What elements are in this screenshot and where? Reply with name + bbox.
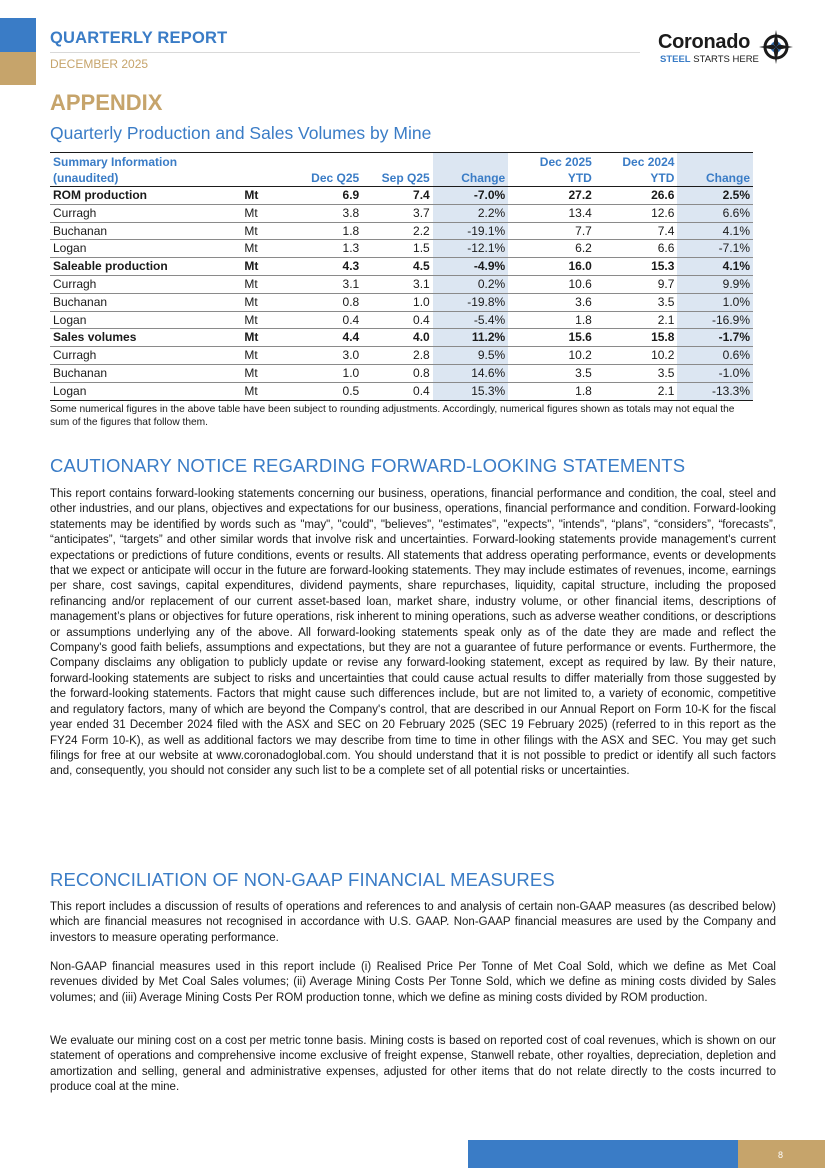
cell-change-ytd: -13.3% — [677, 382, 753, 400]
appendix-subtitle: Quarterly Production and Sales Volumes by Mine — [50, 123, 432, 143]
header-dec2024-ytd: YTD — [595, 169, 678, 187]
header-change-ytd: Change — [677, 169, 753, 187]
cell-change: 11.2% — [433, 329, 509, 347]
cell-dec2025-ytd: 10.6 — [508, 275, 595, 293]
cell-change-ytd: 2.5% — [677, 187, 753, 205]
cell-dec2025-ytd: 1.8 — [508, 311, 595, 329]
row-name: Logan — [50, 240, 241, 258]
table-row — [50, 329, 753, 347]
compass-logo-icon — [758, 29, 794, 65]
cell-sep-q25: 0.4 — [362, 311, 433, 329]
row-unit: Mt — [241, 204, 291, 222]
cell-sep-q25: 4.0 — [362, 329, 433, 347]
table-row — [50, 258, 753, 276]
cell-change-ytd: 4.1% — [677, 258, 753, 276]
cell-sep-q25: 1.5 — [362, 240, 433, 258]
cell-change: 14.6% — [433, 364, 509, 382]
cell-change: 15.3% — [433, 382, 509, 400]
cell-dec2025-ytd: 13.4 — [508, 204, 595, 222]
cell-dec2025-ytd: 3.6 — [508, 293, 595, 311]
reconciliation-paragraph-1: This report includes a discussion of results of operations and references to and analysis of certain non-GAAP measures (as described below) which are financial measures not recognised in accordance with U.S. GAAP. Non-GAAP financial measures are used by the Company and investors to measure operating performance. — [50, 901, 776, 944]
row-unit: Mt — [241, 275, 291, 293]
logo-wordmark: Coronado — [658, 31, 751, 53]
table-row — [50, 275, 753, 293]
report-date: DECEMBER 2025 — [50, 57, 149, 71]
row-name: Buchanan — [50, 293, 241, 311]
cell-dec-q25: 6.9 — [292, 187, 363, 205]
cell-change-ytd: -7.1% — [677, 240, 753, 258]
cell-dec2025-ytd: 15.6 — [508, 329, 595, 347]
cell-dec2024-ytd: 15.8 — [595, 329, 678, 347]
cell-change-ytd: 1.0% — [677, 293, 753, 311]
table-row — [50, 240, 753, 258]
cell-dec2024-ytd: 15.3 — [595, 258, 678, 276]
cautionary-body: This report contains forward-looking statements concerning our business, operations, financial performance and condition, the coal, steel and other industries, and our plans, objectives and expectations for our business, operations, financial performance and condition. Forward-looking statements may be identified by words such as "may", "could", "believes", "estimates", "expects", "intends", “plans”, “considers”, “forecasts”, “anticipates”, “targets” and other similar words that involve risk and uncertainties. Forward-looking statements provide management's current expectations or predictions of future conditions, events or results. All statements that address operating performance, events or developments that we expect or anticipate will occur in the future are forward-looking statements. They may include estimates of revenues, income, earnings per share, cost savings, capital expenditures, dividend payments, share repurchases, liquidity, capital structure, including the proposed refinancing and/or replacement of our current asset-based loan, market share, industry volume, or other financial items, descriptions of management’s plans or objectives for future operations, risk inherent to mining operations, such as adverse weather conditions, or descriptions or assumptions underlying any of the above. All forward-looking statements speak only as of the date they are made and reflect the Company's good faith beliefs, assumptions and expectations, but they are not a guarantee of future performance or events. Furthermore, the Company disclaims any obligation to publicly update or revise any forward-looking statement, except as required by law. By their nature, forward-looking statements are subject to risks and uncertainties that could cause actual results to differ materially from those suggested by the forward-looking statements. Factors that might cause such differences include, but are not limited to, a variety of economic, competitive and regulatory factors, many of which are beyond the Company's control, that are described in our Annual Report on Form 10-K for the fiscal year ended 31 December 2024 filed with the ASX and SEC on 20 February 2025 (SEC 19 February 2025) (referred to in this report as the FY24 Form 10-K), as well as additional factors we may describe from time to time in other filings with the ASX and SEC. You may get such filings for free at our website at www.coronadoglobal.com. You should understand that it is not possible to predict or identify all such factors and, consequently, you should not consider any such list to be a complete set of all potential risks or uncertainties. — [50, 488, 776, 778]
cell-dec2025-ytd: 27.2 — [508, 187, 595, 205]
row-unit: Mt — [241, 293, 291, 311]
cell-change-ytd: -16.9% — [677, 311, 753, 329]
table-row — [50, 204, 753, 222]
row-unit: Mt — [241, 311, 291, 329]
row-name: Buchanan — [50, 364, 241, 382]
cell-sep-q25: 7.4 — [362, 187, 433, 205]
cell-sep-q25: 2.8 — [362, 347, 433, 365]
cell-dec2025-ytd: 10.2 — [508, 347, 595, 365]
cell-change: -7.0% — [433, 187, 509, 205]
header-dec2025-ytd: YTD — [508, 169, 595, 187]
header-divider — [50, 52, 640, 53]
cell-dec2024-ytd: 3.5 — [595, 364, 678, 382]
reconciliation-paragraph-2: Non-GAAP financial measures used in this report include (i) Realised Price Per Tonne of Met Coal Sold, which we define as Met Coal revenues divided by Met Coal Sales volumes; (ii) Average Mining Costs Per Tonne Sold, which we define as mining costs divided by Sales volumes; and (iii) Average Mining Costs Per ROM production tonne, which we define as mining costs divided by ROM production. — [50, 961, 776, 1004]
cell-change: -19.8% — [433, 293, 509, 311]
cell-change: -19.1% — [433, 222, 509, 240]
appendix-title: APPENDIX — [50, 90, 163, 115]
row-name: Curragh — [50, 275, 241, 293]
table-row — [50, 293, 753, 311]
table-row — [50, 311, 753, 329]
cell-sep-q25: 4.5 — [362, 258, 433, 276]
cell-dec-q25: 3.1 — [292, 275, 363, 293]
cell-change: 0.2% — [433, 275, 509, 293]
cell-dec-q25: 1.3 — [292, 240, 363, 258]
cell-dec2024-ytd: 26.6 — [595, 187, 678, 205]
reconciliation-paragraph-3: We evaluate our mining cost on a cost per metric tonne basis. Mining costs is based on reported cost of coal revenues, which is shown on our statement of operations and comprehensive income exclusive of freight expense, Stanwell rebate, other royalties, depreciation, depletion and amortization and selling, general and administrative expenses, adjusted for other items that do not relate directly to the costs incurred to produce coal at the mine. — [50, 1035, 776, 1094]
header-dec2025-line1: Dec 2025 — [508, 153, 595, 170]
header-unaudited: (unaudited) — [50, 169, 241, 187]
logo-tagline: STEEL STARTS HERE — [660, 54, 759, 65]
report-title: QUARTERLY REPORT — [50, 29, 228, 47]
row-unit: Mt — [241, 187, 291, 205]
cell-dec2025-ytd: 6.2 — [508, 240, 595, 258]
row-unit: Mt — [241, 364, 291, 382]
cell-dec-q25: 1.0 — [292, 364, 363, 382]
cell-change-ytd: -1.7% — [677, 329, 753, 347]
cell-dec-q25: 1.8 — [292, 222, 363, 240]
cell-dec2024-ytd: 9.7 — [595, 275, 678, 293]
cell-dec-q25: 0.4 — [292, 311, 363, 329]
row-name: Curragh — [50, 204, 241, 222]
row-name: Logan — [50, 382, 241, 400]
cell-dec2025-ytd: 7.7 — [508, 222, 595, 240]
cell-sep-q25: 1.0 — [362, 293, 433, 311]
row-unit: Mt — [241, 347, 291, 365]
cell-change: -4.9% — [433, 258, 509, 276]
rounding-note: Some numerical figures in the above table have been subject to rounding adjustments. Accordingly, numerical figures shown as totals may not equal the sum of the figures that follow them. — [50, 404, 735, 428]
table-row — [50, 187, 753, 205]
cell-dec2024-ytd: 3.5 — [595, 293, 678, 311]
cell-change-ytd: 9.9% — [677, 275, 753, 293]
cell-dec-q25: 3.0 — [292, 347, 363, 365]
cell-sep-q25: 2.2 — [362, 222, 433, 240]
header-sep-q25: Sep Q25 — [362, 169, 433, 187]
cell-dec2025-ytd: 3.5 — [508, 364, 595, 382]
cell-dec-q25: 4.4 — [292, 329, 363, 347]
row-name: Buchanan — [50, 222, 241, 240]
header-dec-q25: Dec Q25 — [292, 169, 363, 187]
cell-sep-q25: 0.4 — [362, 382, 433, 400]
cell-dec2025-ytd: 16.0 — [508, 258, 595, 276]
cell-dec-q25: 4.3 — [292, 258, 363, 276]
cell-sep-q25: 3.1 — [362, 275, 433, 293]
cautionary-heading: CAUTIONARY NOTICE REGARDING FORWARD-LOOKING STATEMENTS — [50, 455, 686, 476]
cell-change-ytd: -1.0% — [677, 364, 753, 382]
row-unit: Mt — [241, 222, 291, 240]
row-unit: Mt — [241, 258, 291, 276]
header-tan-block — [0, 52, 36, 85]
cell-dec-q25: 3.8 — [292, 204, 363, 222]
table-header-row-2 — [50, 169, 753, 187]
cell-change-ytd: 0.6% — [677, 347, 753, 365]
cell-sep-q25: 0.8 — [362, 364, 433, 382]
cell-change-ytd: 6.6% — [677, 204, 753, 222]
row-name: ROM production — [50, 187, 241, 205]
header-dec2024-line1: Dec 2024 — [595, 153, 678, 170]
cell-dec2024-ytd: 6.6 — [595, 240, 678, 258]
cell-change: 2.2% — [433, 204, 509, 222]
cell-dec2024-ytd: 7.4 — [595, 222, 678, 240]
page-number: 8 — [778, 1150, 784, 1160]
header-change: Change — [433, 169, 509, 187]
row-unit: Mt — [241, 329, 291, 347]
cell-dec2024-ytd: 10.2 — [595, 347, 678, 365]
row-name: Logan — [50, 311, 241, 329]
cell-sep-q25: 3.7 — [362, 204, 433, 222]
company-logo — [658, 29, 798, 69]
cell-dec2024-ytd: 12.6 — [595, 204, 678, 222]
table-row — [50, 364, 753, 382]
table-row — [50, 222, 753, 240]
cell-change: 9.5% — [433, 347, 509, 365]
cell-dec2024-ytd: 2.1 — [595, 382, 678, 400]
row-unit: Mt — [241, 240, 291, 258]
cell-dec-q25: 0.8 — [292, 293, 363, 311]
table-row — [50, 382, 753, 400]
production-sales-table — [50, 152, 753, 401]
cell-dec-q25: 0.5 — [292, 382, 363, 400]
cell-dec2024-ytd: 2.1 — [595, 311, 678, 329]
row-unit: Mt — [241, 382, 291, 400]
row-name: Curragh — [50, 347, 241, 365]
footer-blue-bar — [468, 1140, 738, 1168]
reconciliation-heading: RECONCILIATION OF NON-GAAP FINANCIAL MEASURES — [50, 869, 555, 890]
header-summary-info: Summary Information — [50, 153, 241, 170]
row-name: Saleable production — [50, 258, 241, 276]
cell-change: -5.4% — [433, 311, 509, 329]
row-name: Sales volumes — [50, 329, 241, 347]
table-header-row-1 — [50, 153, 753, 170]
header-blue-block — [0, 18, 36, 52]
cell-change: -12.1% — [433, 240, 509, 258]
cell-change-ytd: 4.1% — [677, 222, 753, 240]
cell-dec2025-ytd: 1.8 — [508, 382, 595, 400]
table-row — [50, 347, 753, 365]
